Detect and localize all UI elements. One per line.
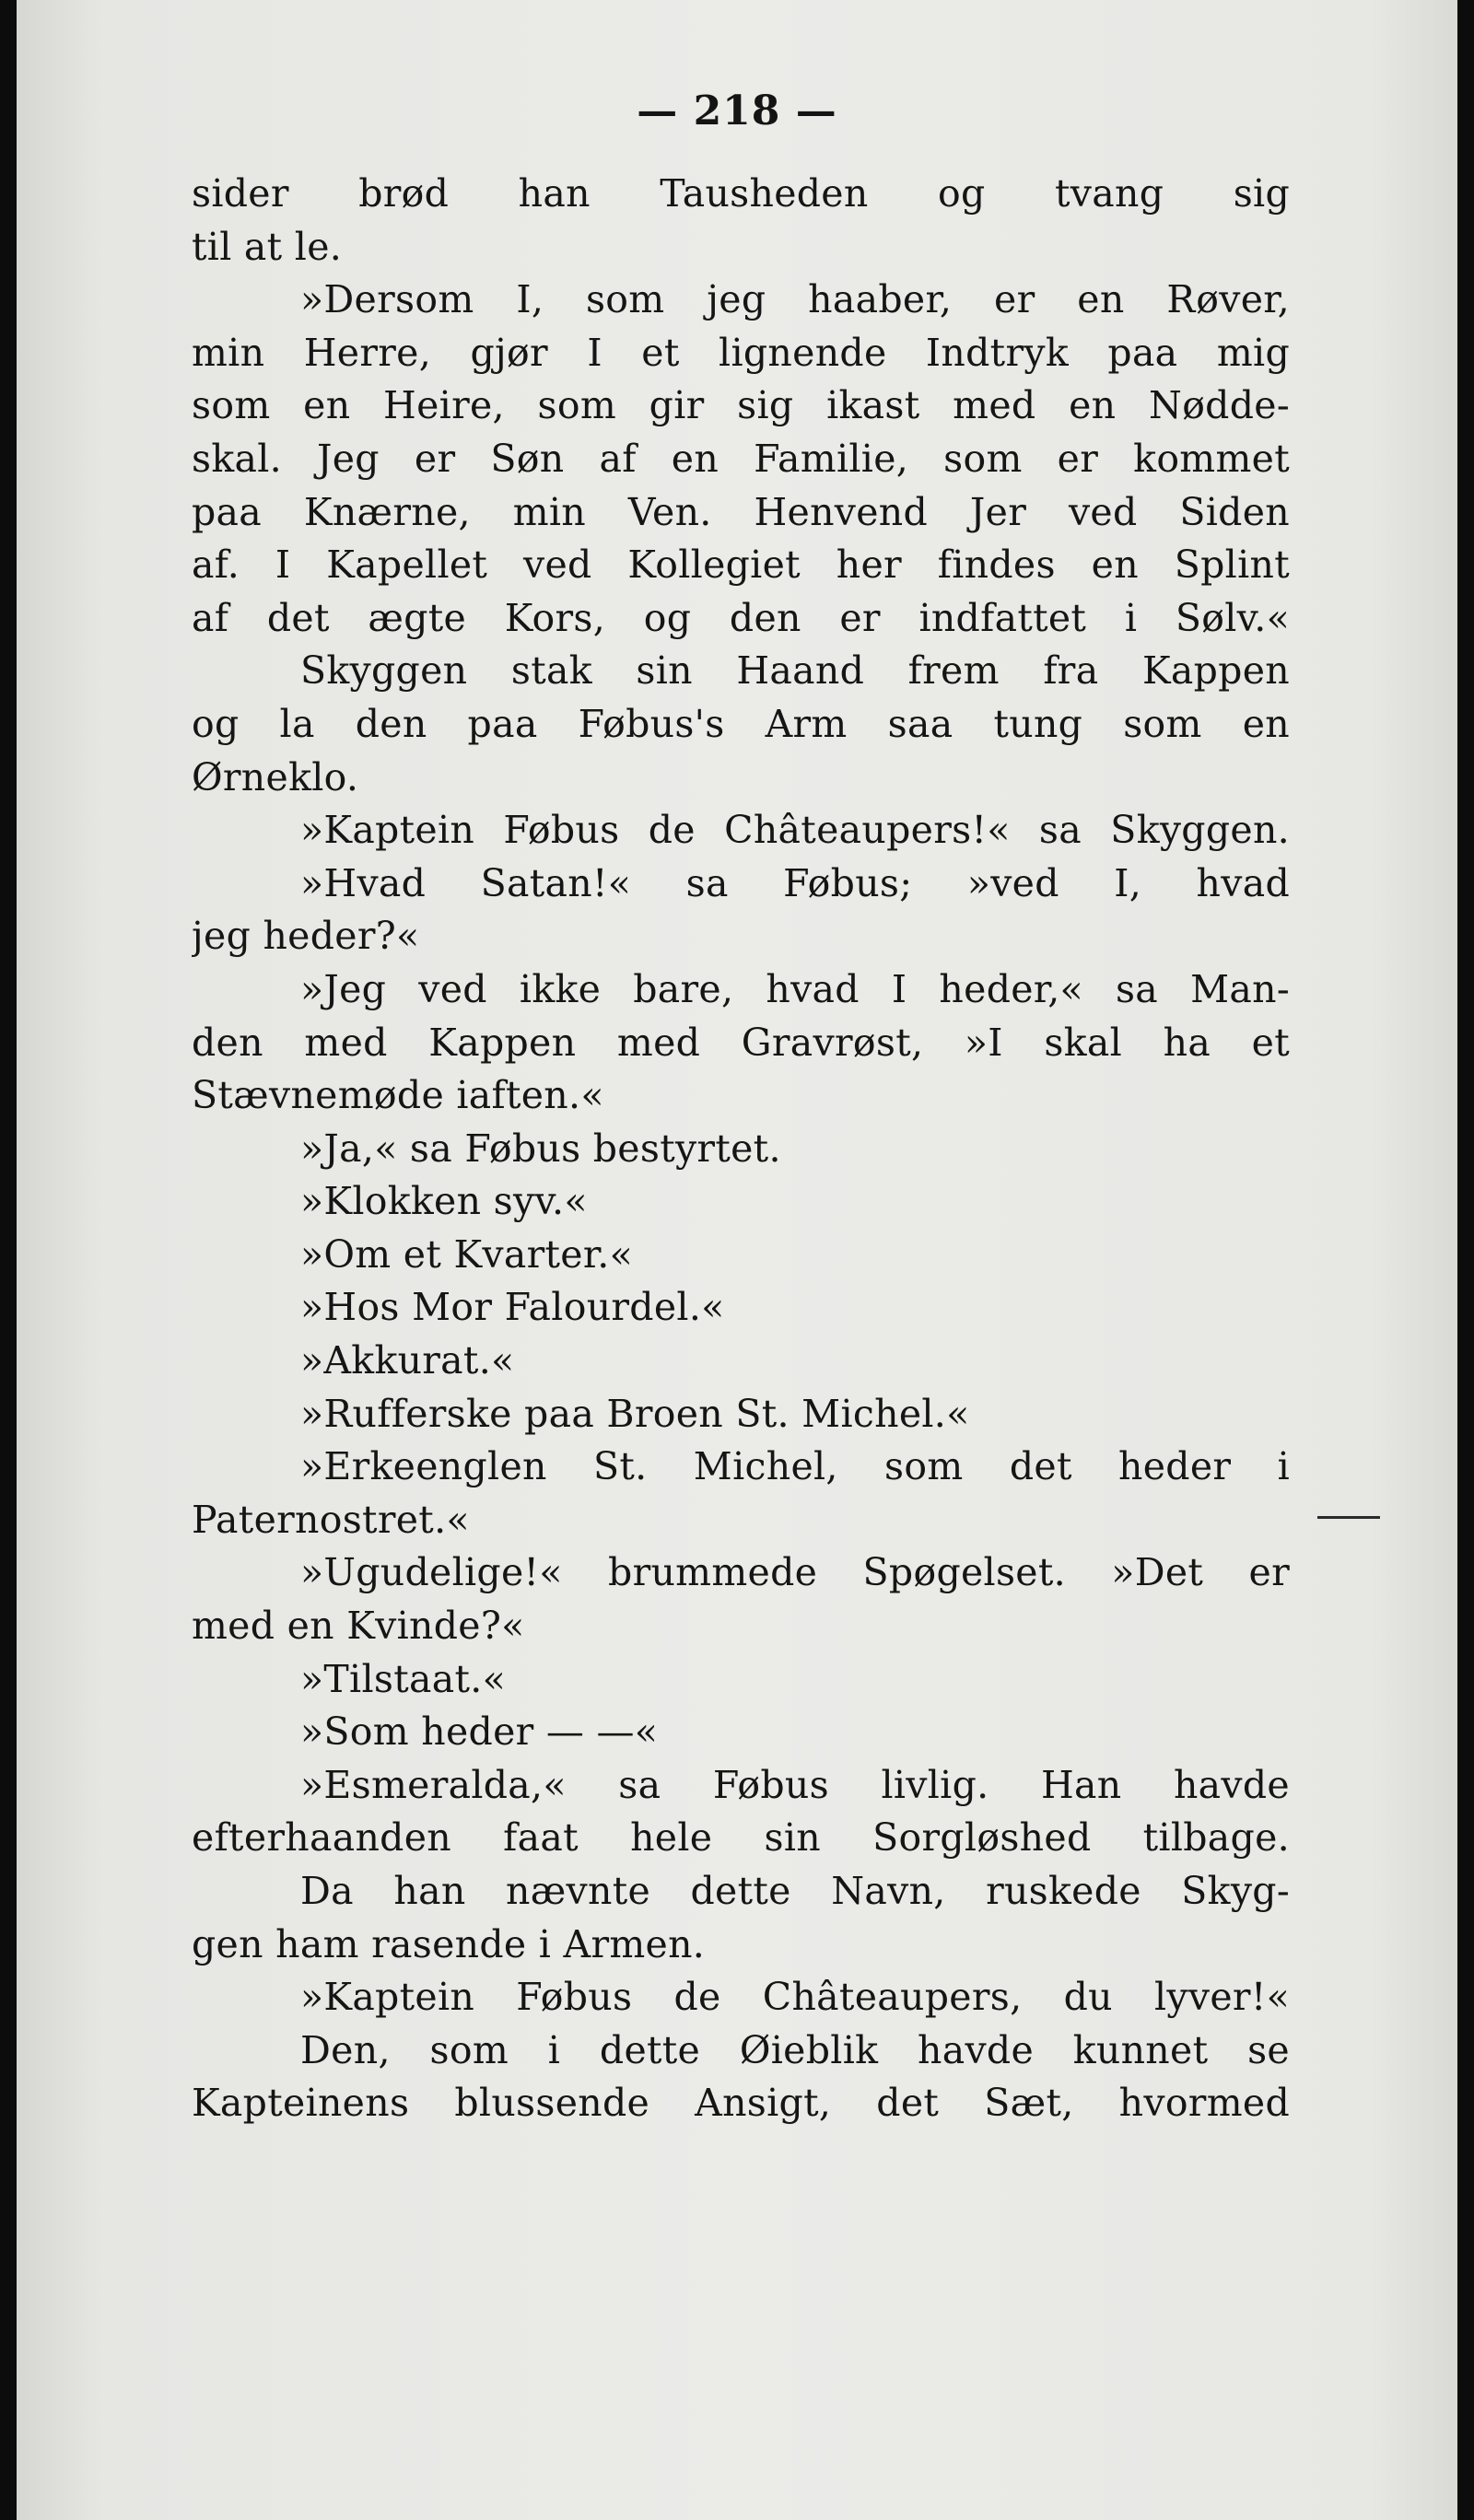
text-line: »Som heder — —« — [300, 1709, 659, 1755]
body-text — [192, 168, 1290, 2130]
text-line: »Klokken syv.« — [300, 1179, 588, 1224]
text-line: »Hos Mor Falourdel.« — [300, 1285, 725, 1330]
text-line: »Esmeralda,« sa Føbus livlig. Han havde — [300, 1762, 1290, 1807]
text-line: den med Kappen med Gravrøst, »I skal ha et — [192, 1020, 1290, 1065]
text-line: »Ja,« sa Føbus bestyrtet. — [300, 1126, 781, 1171]
text-line: »Erkeenglen St. Michel, som det heder i — [300, 1444, 1290, 1489]
text-line: skal. Jeg er Søn af en Familie, som er kommet — [192, 436, 1290, 481]
text-line: »Tilstaat.« — [300, 1656, 506, 1701]
text-line: Skyggen stak sin Haand frem fra Kappen — [300, 648, 1290, 694]
text-line: efterhaanden faat hele sin Sorgløshed tilbage. — [192, 1815, 1290, 1861]
text-line: gen ham rasende i Armen. — [192, 1921, 706, 1966]
text-line: sider brød han Tausheden og tvang sig — [192, 171, 1290, 216]
text-line: som en Heire, som gir sig ikast med en Nødde- — [192, 383, 1290, 428]
text-line: af det ægte Kors, og den er indfattet i Sølv.« — [192, 595, 1290, 640]
text-line: »Hvad Satan!« sa Føbus; »ved I, hvad — [300, 860, 1290, 905]
text-line: »Rufferske paa Broen St. Michel.« — [300, 1391, 970, 1436]
text-line: »Jeg ved ikke bare, hvad I heder,« sa Man- — [300, 966, 1290, 1011]
text-line: min Herre, gjør I et lignende Indtryk paa mig — [192, 330, 1290, 375]
text-line: paa Knærne, min Ven. Henvend Jer ved Siden — [192, 489, 1290, 534]
text-line: jeg heder?« — [192, 914, 420, 959]
text-line: »Dersom I, som jeg haaber, er en Røver, — [300, 277, 1290, 322]
text-line: og la den paa Føbus's Arm saa tung som en — [192, 701, 1290, 746]
text-line: »Kaptein Føbus de Châteaupers!« sa Skyggen. — [300, 808, 1290, 853]
text-line: Ørneklo. — [192, 754, 359, 799]
page-number: — 218 — — [637, 88, 837, 134]
text-line: Paternostret.« — [192, 1497, 470, 1542]
text-line: af. I Kapellet ved Kollegiet her findes en Splint — [192, 542, 1290, 588]
text-line: »Akkurat.« — [300, 1338, 515, 1383]
text-line: »Om et Kvarter.« — [300, 1231, 633, 1277]
text-line: Da han nævnte dette Navn, ruskede Skyg- — [300, 1869, 1290, 1913]
text-line: Kapteinens blussende Ansigt, det Sæt, hvormed — [192, 2081, 1290, 2126]
text-line: Stævnemøde iaften.« — [192, 1073, 604, 1118]
text-line: »Kaptein Føbus de Châteaupers, du lyver!« — [300, 1975, 1290, 2020]
margin-pencil-mark — [1317, 1516, 1380, 1519]
text-line: »Ugudelige!« brummede Spøgelset. »Det er — [300, 1550, 1290, 1595]
text-line: med en Kvinde?« — [192, 1604, 525, 1649]
text-line: til at le. — [192, 224, 343, 269]
text-line: Den, som i dette Øieblik havde kunnet se — [300, 2027, 1290, 2072]
